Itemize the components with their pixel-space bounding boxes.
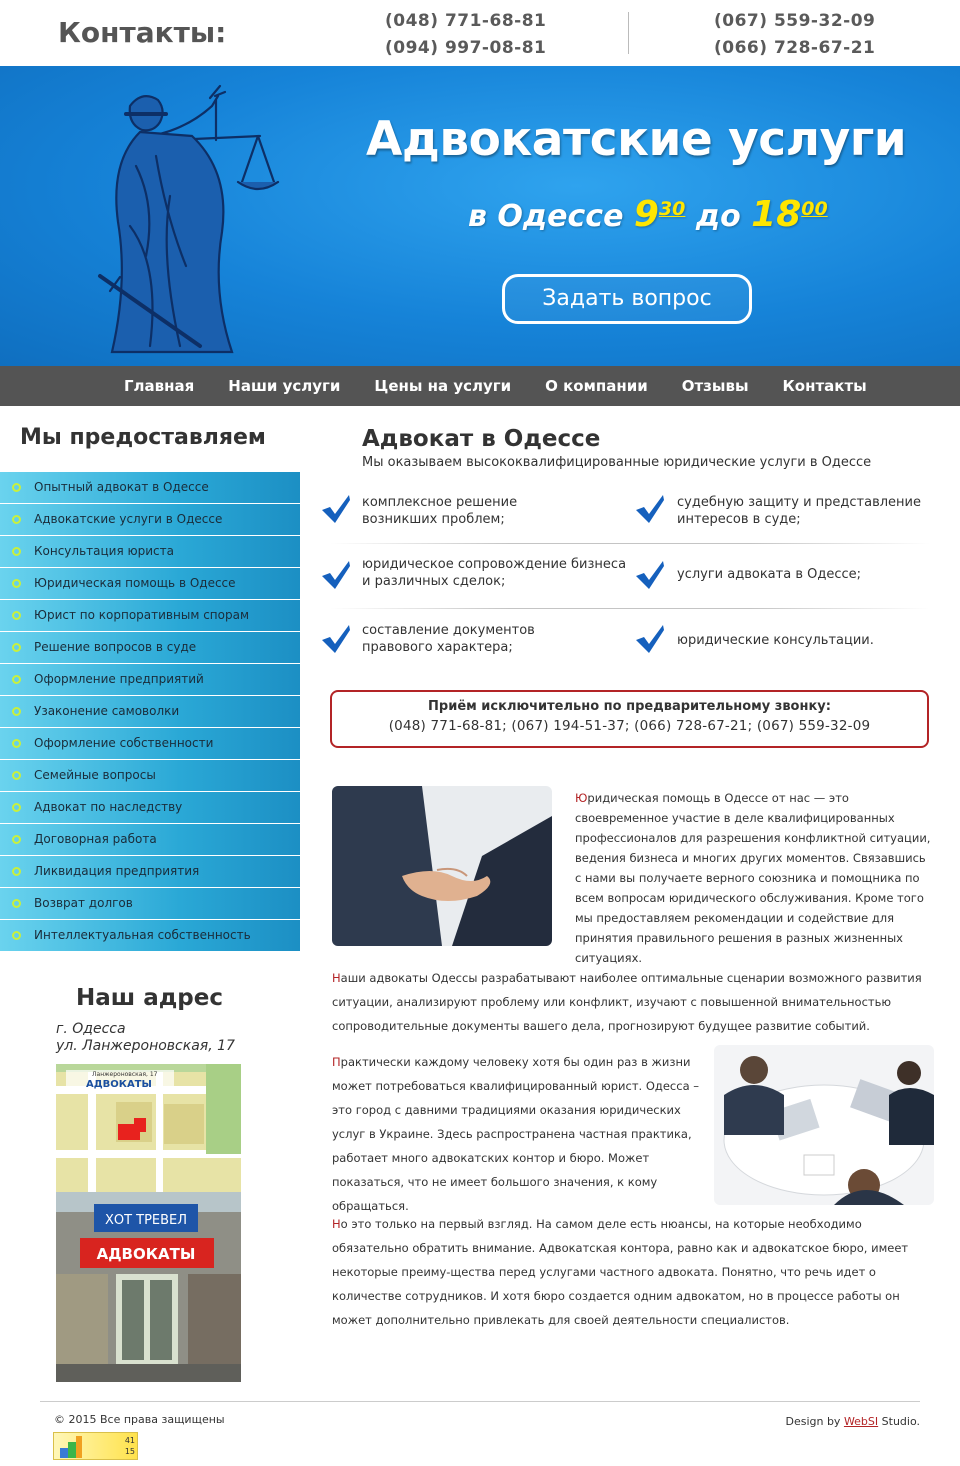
bullet-icon	[12, 803, 21, 812]
nav-item-services[interactable]: Наши услуги	[228, 377, 341, 395]
sidebar-item-label: Опытный адвокат в Одессе	[34, 480, 209, 494]
nav-item-about[interactable]: О компании	[545, 377, 648, 395]
notice-phones[interactable]: (048) 771-68-81; (067) 194-51-37; (066) 728-67-21; (067) 559-32-09	[388, 718, 871, 734]
sidebar-item-label: Семейные вопросы	[34, 768, 156, 782]
bullet-icon	[12, 707, 21, 716]
bullet-icon	[12, 771, 21, 780]
sidebar-item-label: Адвокат по наследству	[34, 800, 183, 814]
address-street: ул. Ланжероновская, 17	[56, 1038, 235, 1054]
checkmark-icon	[634, 494, 666, 524]
drop-letter: Н	[332, 1217, 341, 1231]
hero-working-hours	[468, 194, 828, 235]
sidebar-item-label: Консультация юриста	[34, 544, 174, 558]
copyright: © 2015 Все права защищены	[54, 1413, 225, 1426]
feature-item	[677, 494, 921, 528]
checkmark-icon	[634, 560, 666, 590]
sidebar-item[interactable]	[0, 568, 300, 600]
hours-from-minutes: 30	[658, 198, 686, 220]
feature-item	[362, 494, 517, 528]
counter-bottom: 15	[124, 1447, 135, 1456]
feature-item	[362, 556, 626, 590]
sidebar-item[interactable]	[0, 696, 300, 728]
sidebar-item[interactable]	[0, 472, 300, 504]
hours-to-minutes: 00	[801, 198, 828, 220]
main-nav	[0, 366, 960, 406]
sidebar-item[interactable]	[0, 504, 300, 536]
business-meeting-photo	[714, 1045, 934, 1205]
feature-item	[677, 566, 861, 583]
feature-item	[677, 632, 874, 649]
themis-statue-image	[60, 76, 300, 366]
phones-left	[385, 8, 546, 62]
hero-heading: Адвокатские услуги	[366, 112, 907, 167]
address-text	[56, 1021, 235, 1055]
sidebar-item-label: Решение вопросов в суде	[34, 640, 197, 654]
checkmark-icon	[634, 624, 666, 654]
feature-item	[362, 622, 535, 656]
feature-line: юридическое сопровождение бизнеса	[362, 557, 627, 572]
footer-divider	[40, 1401, 920, 1402]
credit-suffix: Studio.	[878, 1415, 920, 1428]
nav-item-contacts[interactable]: Контакты	[782, 377, 867, 395]
map-office-label: АДВОКАТЫ	[86, 1079, 152, 1090]
paragraph-3	[332, 1050, 700, 1218]
sidebar-item-label: Ликвидация предприятия	[34, 864, 200, 878]
divider	[330, 608, 930, 609]
counter-top: 41	[124, 1436, 135, 1445]
paragraph-text: о это только на первый взгляд. На самом деле есть нюансы, на которые необходимо обязательно обратить внимание. Адвокатская контора, равно как и адвокатское бюро, имеет некоторые преиму-щества перед услугами частного адвоката. Понятно, что речь идет о количестве сотрудников. И хотя бюро создается одним адвокатом, но в процессе работы он может дополнительно привлекать для своей деятельности специалистов.	[332, 1217, 909, 1327]
hero-city: в Одессе	[468, 199, 624, 234]
hero-banner	[0, 66, 960, 366]
feature-line: и различных сделок;	[362, 574, 506, 589]
storefront-sign-bottom: АДВОКАТЫ	[96, 1245, 196, 1263]
feature-line: возникших проблем;	[362, 512, 505, 527]
feature-line: судебную защиту и представление	[677, 495, 922, 510]
feature-line: правового характера;	[362, 640, 513, 655]
paragraph-2	[332, 966, 932, 1038]
counter-logo-icon	[56, 1434, 84, 1460]
sidebar-title: Мы предоставляем	[20, 425, 266, 450]
hours-to: 18	[751, 194, 802, 235]
ask-question-button[interactable]: Задать вопрос	[502, 274, 752, 324]
handshake-photo	[332, 786, 552, 946]
sidebar-item[interactable]	[0, 760, 300, 792]
sidebar-item[interactable]	[0, 600, 300, 632]
appointment-notice	[330, 690, 929, 748]
top-header	[0, 0, 960, 66]
divider	[330, 543, 930, 544]
bullet-icon	[12, 515, 21, 524]
feature-line: юридические консультации.	[677, 633, 874, 648]
feature-line: составление документов	[362, 623, 535, 638]
services-menu	[0, 472, 300, 952]
map-and-storefront-image	[56, 1064, 241, 1382]
sidebar-item[interactable]	[0, 664, 300, 696]
sidebar-item-label: Оформление предприятий	[34, 672, 204, 686]
sidebar-item[interactable]	[0, 792, 300, 824]
sidebar-item-label: Интеллектуальная собственность	[34, 928, 251, 942]
bullet-icon	[12, 931, 21, 940]
sidebar-item[interactable]	[0, 824, 300, 856]
sidebar-item[interactable]	[0, 920, 300, 952]
hours-separator: до	[695, 199, 741, 234]
nav-item-prices[interactable]: Цены на услуги	[374, 377, 512, 395]
nav-item-home[interactable]: Главная	[124, 377, 195, 395]
sidebar-item-label: Возврат долгов	[34, 896, 133, 910]
checkmark-icon	[320, 624, 352, 654]
sidebar-item-label: Узаконение самоволки	[34, 704, 180, 718]
paragraph-1	[575, 788, 933, 968]
phone-number[interactable]: (094) 997-08-81	[385, 38, 547, 58]
phones-right	[714, 8, 875, 62]
notice-title: Приём исключительно по предварительному звонку:	[428, 699, 831, 714]
checkmark-icon	[320, 560, 352, 590]
contacts-title: Контакты:	[58, 16, 227, 49]
sidebar-item-label: Оформление собственности	[34, 736, 214, 750]
map-street-label: Ланжероновская, 17	[92, 1071, 158, 1078]
main-heading: Адвокат в Одессе	[362, 426, 601, 452]
bullet-icon	[12, 739, 21, 748]
sidebar-item-label: Адвокатские услуги в Одессе	[34, 512, 223, 526]
nav-item-reviews[interactable]: Отзывы	[681, 377, 749, 395]
drop-letter: Ю	[575, 791, 588, 805]
address-city: г. Одесса	[56, 1021, 126, 1037]
bullet-icon	[12, 835, 21, 844]
bullet-icon	[12, 579, 21, 588]
storefront-sign-top: ХОТ ТРЕВЕЛ	[104, 1213, 188, 1228]
phone-divider	[628, 12, 629, 54]
sidebar-item[interactable]	[0, 536, 300, 568]
sidebar-item[interactable]	[0, 632, 300, 664]
hours-from: 9	[633, 194, 659, 235]
sidebar-item[interactable]	[0, 888, 300, 920]
paragraph-text: ридическая помощь в Одессе от нас — это своевременное участие в деле квалифицированных профессионалов для разрешения конфликтной ситуации, ведения бизнеса и многих других моментов. Связавшись с нами вы получаете верного союзника и помощника по всем вопросам юридического обслуживания. Кроме того мы предоставляем рекомендации и содействие для принятия правильного решения в разных жизненных ситуациях.	[575, 791, 931, 965]
bullet-icon	[12, 611, 21, 620]
designer-link[interactable]: WebSI	[843, 1415, 879, 1428]
main-subheading: Мы оказываем высококвалифицированные юридические услуги в Одессе	[362, 455, 872, 470]
office-map-photo[interactable]	[56, 1064, 241, 1382]
sidebar-item-label: Договорная работа	[34, 832, 157, 846]
drop-letter: П	[332, 1055, 341, 1069]
bullet-icon	[12, 867, 21, 876]
paragraph-4	[332, 1212, 932, 1332]
feature-line: комплексное решение	[362, 495, 518, 510]
credit-prefix: Design by	[785, 1415, 844, 1428]
bullet-icon	[12, 899, 21, 908]
phone-number[interactable]: (067) 559-32-09	[714, 11, 876, 31]
sidebar-item-label: Юрист по корпоративным спорам	[34, 608, 249, 622]
address-title: Наш адрес	[76, 985, 223, 1011]
bullet-icon	[12, 547, 21, 556]
phone-number[interactable]: (048) 771-68-81	[385, 11, 547, 31]
drop-letter: Н	[332, 971, 341, 985]
sidebar-item[interactable]	[0, 856, 300, 888]
designer-credit	[785, 1415, 920, 1428]
feature-line: услуги адвоката в Одессе;	[677, 567, 861, 582]
paragraph-text: рактически каждому человеку хотя бы один раз в жизни может потребоваться квалифицированный юрист. Одесса – это город с давними традициями оказания юридических услуг в Украине. Здесь распространена частная практика, работает много адвокатских контор и бюро. Может показаться, что не имеет большого значения, к кому обращаться.	[332, 1055, 700, 1213]
feature-line: интересов в суде;	[677, 512, 801, 527]
bullet-icon	[12, 483, 21, 492]
sidebar-item[interactable]	[0, 728, 300, 760]
checkmark-icon	[320, 494, 352, 524]
paragraph-text: аши адвокаты Одессы разрабатывают наиболее оптимальные сценарии возможного развития ситуации, анализируют проблему или конфликт, изучают с повышенной внимательностью сопроводительные документы вашего дела, прогнозируют будущее развитие событий.	[332, 971, 922, 1033]
bullet-icon	[12, 643, 21, 652]
sidebar-item-label: Юридическая помощь в Одессе	[34, 576, 236, 590]
visit-counter-badge[interactable]	[53, 1432, 138, 1460]
bullet-icon	[12, 675, 21, 684]
phone-number[interactable]: (066) 728-67-21	[714, 38, 876, 58]
